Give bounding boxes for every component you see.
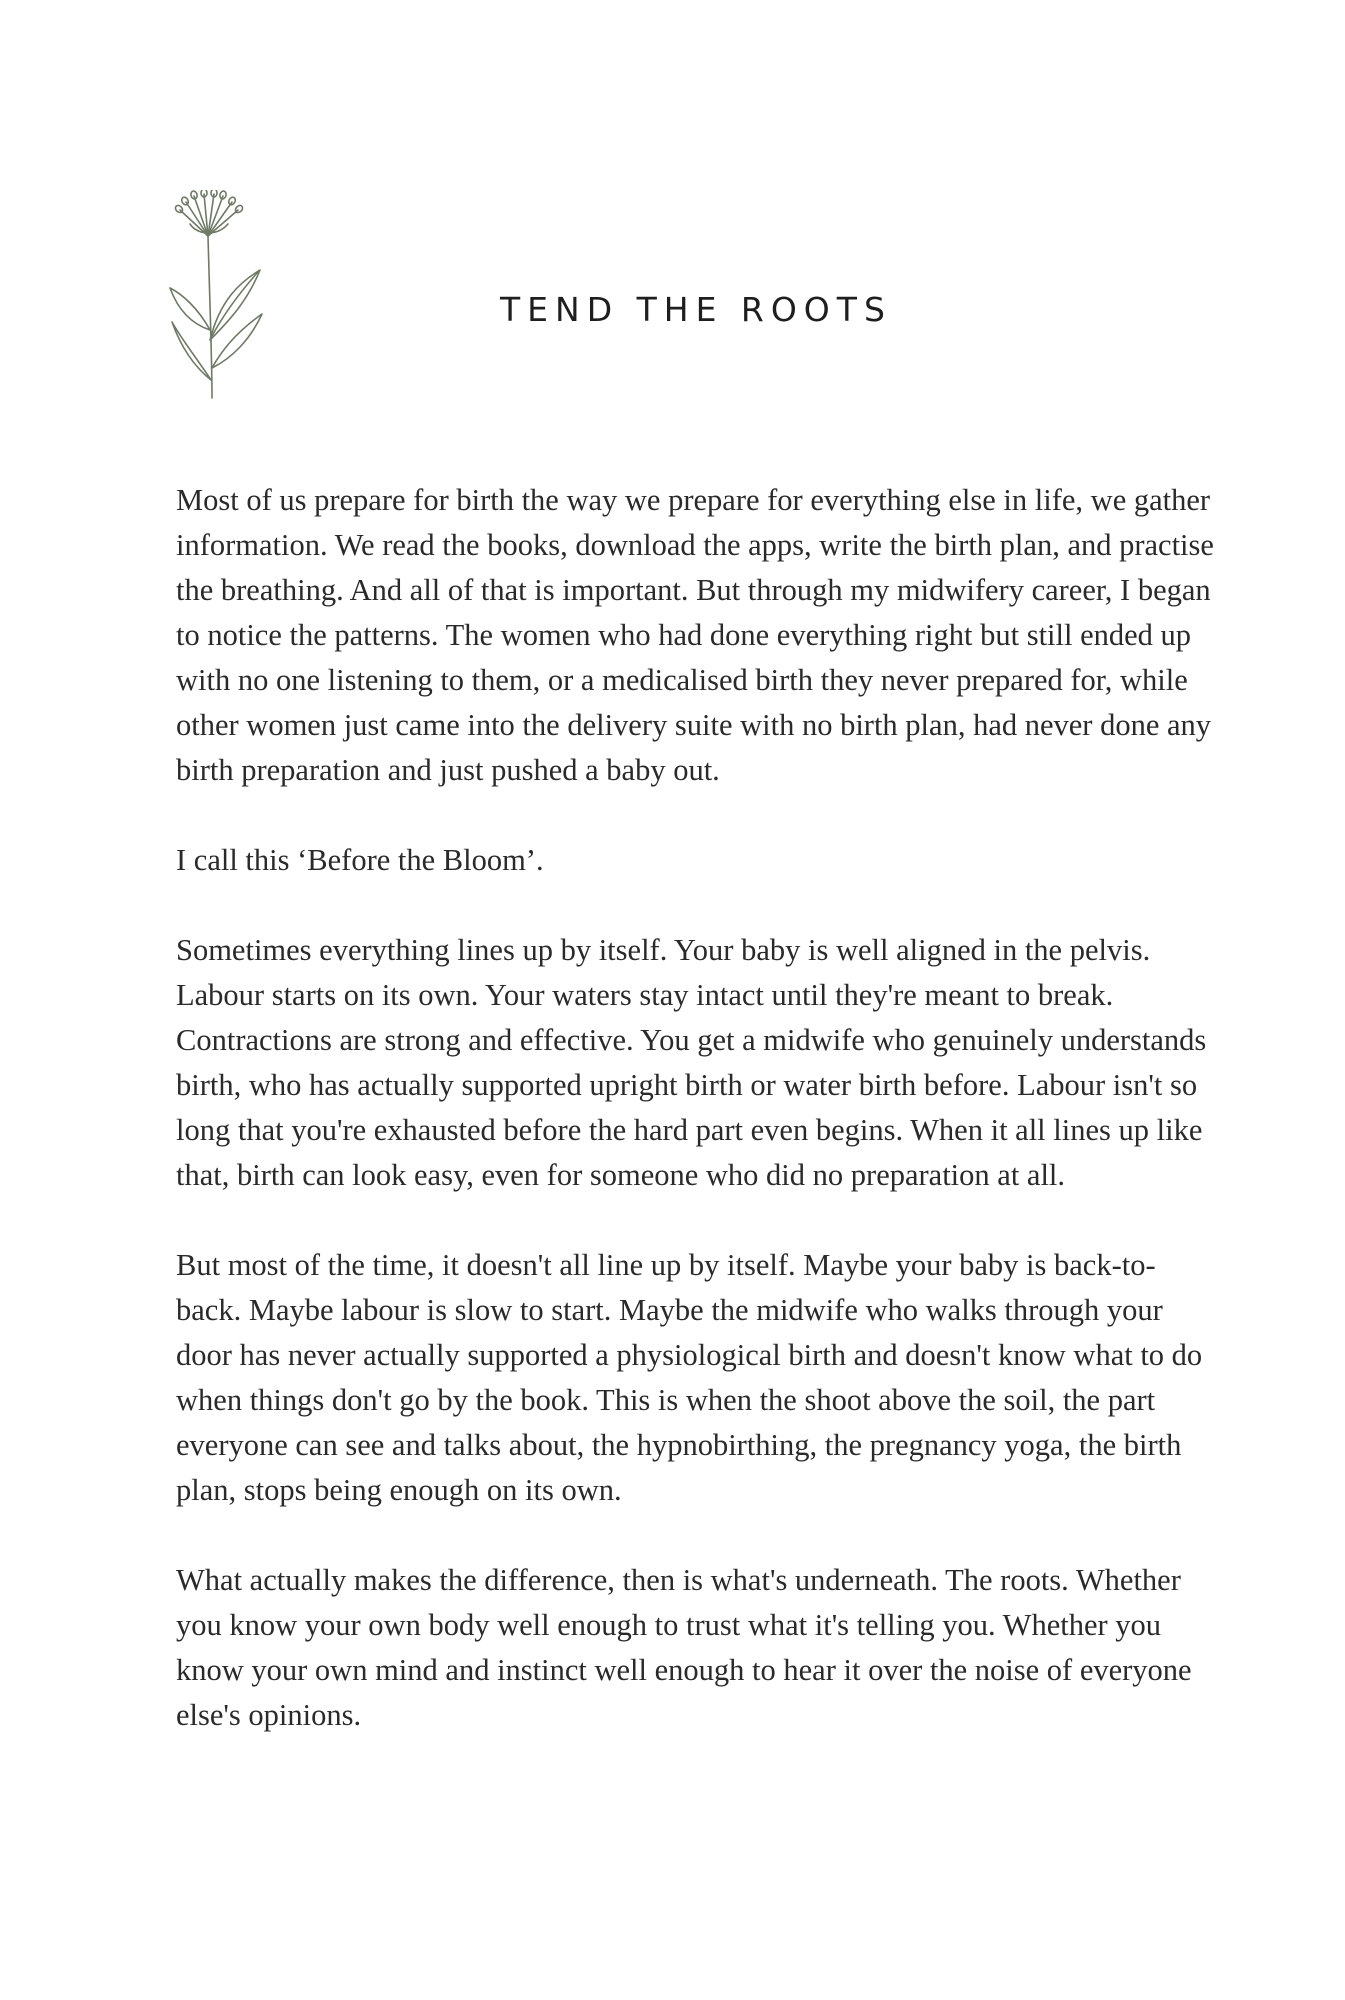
- flower-icon: [168, 190, 264, 400]
- paragraph: Sometimes everything lines up by itself. Your baby is well aligned in the pelvis. Labour starts on its own. Your waters stay intact until they're meant to break. Contractions are strong and effective. You get a midwife who genuinely understands birth, who has actually supported upright birth or water birth before. Labour isn't so long that you're exhausted before the hard part even begins. When it all lines up like that, birth can look easy, even for someone who did no preparation at all.: [176, 933, 1207, 1192]
- page-title: TEND THE ROOTS: [500, 290, 892, 330]
- paragraph: Most of us prepare for birth the way we prepare for everything else in life, we gather information. We read the books, download the apps, write the birth plan, and practise the breathing. And all of that is important. But through my midwifery career, I began to notice the patterns. The women who had done everything right but still ended up with no one listening to them, or a medicalised birth they never prepared for, while other women just came into the delivery suite with no birth plan, had never done any birth preparation and just pushed a baby out.: [176, 483, 1214, 787]
- paragraph: But most of the time, it doesn't all line up by itself. Maybe your baby is back-to-back. Maybe labour is slow to start. Maybe the midwife who walks through your door has never actually supported a physiological birth and doesn't know what to do when things don't go by the book. This is when the shoot above the soil, the part everyone can see and talks about, the hypnobirthing, the pregnancy yoga, the birth plan, stops being enough on its own.: [176, 1248, 1203, 1507]
- paragraph: I call this ‘Before the Bloom’.: [176, 843, 544, 877]
- body-text: [176, 478, 1216, 1783]
- paragraph: What actually makes the difference, then is what's underneath. The roots. Whether you know your own body well enough to trust what it's telling you. Whether you know your own mind and instinct well enough to hear it over the noise of everyone else's opinions.: [176, 1563, 1192, 1732]
